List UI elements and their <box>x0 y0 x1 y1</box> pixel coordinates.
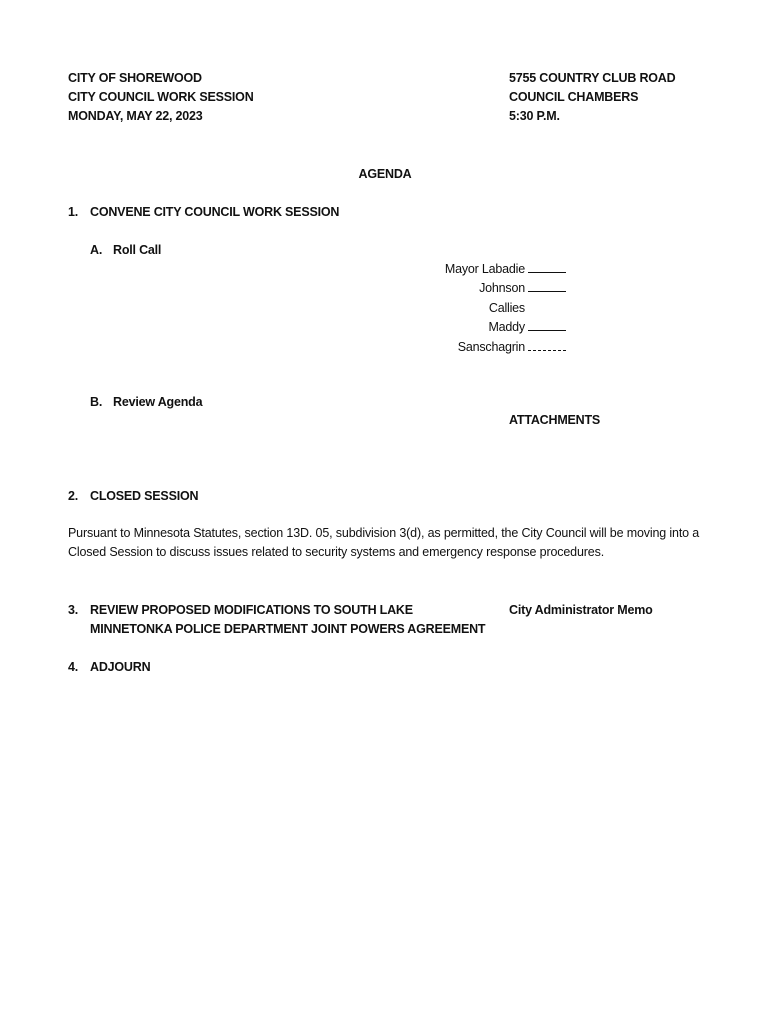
agenda-title: AGENDA <box>358 167 412 181</box>
roll-call-list <box>366 260 566 357</box>
item-1b-letter: B. <box>90 395 103 409</box>
header-right <box>509 69 675 126</box>
header-left <box>68 69 254 126</box>
item-1a-letter: A. <box>90 243 103 257</box>
roll-call-entry: Sanschagrin <box>366 338 566 357</box>
item-1-number: 1. <box>68 205 79 219</box>
item-3-attachment: City Administrator Memo <box>509 603 653 617</box>
item-2-title: CLOSED SESSION <box>90 489 199 503</box>
item-2-number: 2. <box>68 489 79 503</box>
item-3-number: 3. <box>68 603 79 617</box>
item-1a-label: Roll Call <box>113 243 162 257</box>
location: COUNCIL CHAMBERS <box>509 90 639 104</box>
roll-call-entry: Mayor Labadie <box>366 260 566 279</box>
signature-blank <box>528 300 566 312</box>
signature-blank <box>528 261 566 273</box>
signature-blank <box>528 339 566 351</box>
roll-call-entry: Johnson <box>366 279 566 298</box>
meeting-time: 5:30 P.M. <box>509 109 560 123</box>
item-4-number: 4. <box>68 660 79 674</box>
meeting-date: MONDAY, MAY 22, 2023 <box>68 109 203 123</box>
closed-session-paragraph: Pursuant to Minnesota Statutes, section 13D. 05, subdivision 3(d), as permitted, the City Council will be moving into a Closed Session to discuss issues related to security systems and emergency response procedures. <box>68 526 700 560</box>
address: 5755 COUNTRY CLUB ROAD <box>509 71 676 85</box>
item-1-title: CONVENE CITY COUNCIL WORK SESSION <box>90 205 340 219</box>
item-4-title: ADJOURN <box>90 660 151 674</box>
city-name: CITY OF SHOREWOOD <box>68 71 202 85</box>
item-1b-label: Review Agenda <box>113 395 203 409</box>
session-name: CITY COUNCIL WORK SESSION <box>68 90 254 104</box>
signature-blank <box>528 280 566 292</box>
item-3-title-line1: REVIEW PROPOSED MODIFICATIONS TO SOUTH LAKE <box>90 603 413 617</box>
roll-call-entry: Callies <box>366 299 566 318</box>
roll-call-entry: Maddy <box>366 318 566 337</box>
attachments-heading: ATTACHMENTS <box>509 413 601 427</box>
item-3-title-line2: MINNETONKA POLICE DEPARTMENT JOINT POWERS AGREEMENT <box>90 622 486 636</box>
signature-blank <box>528 319 566 331</box>
